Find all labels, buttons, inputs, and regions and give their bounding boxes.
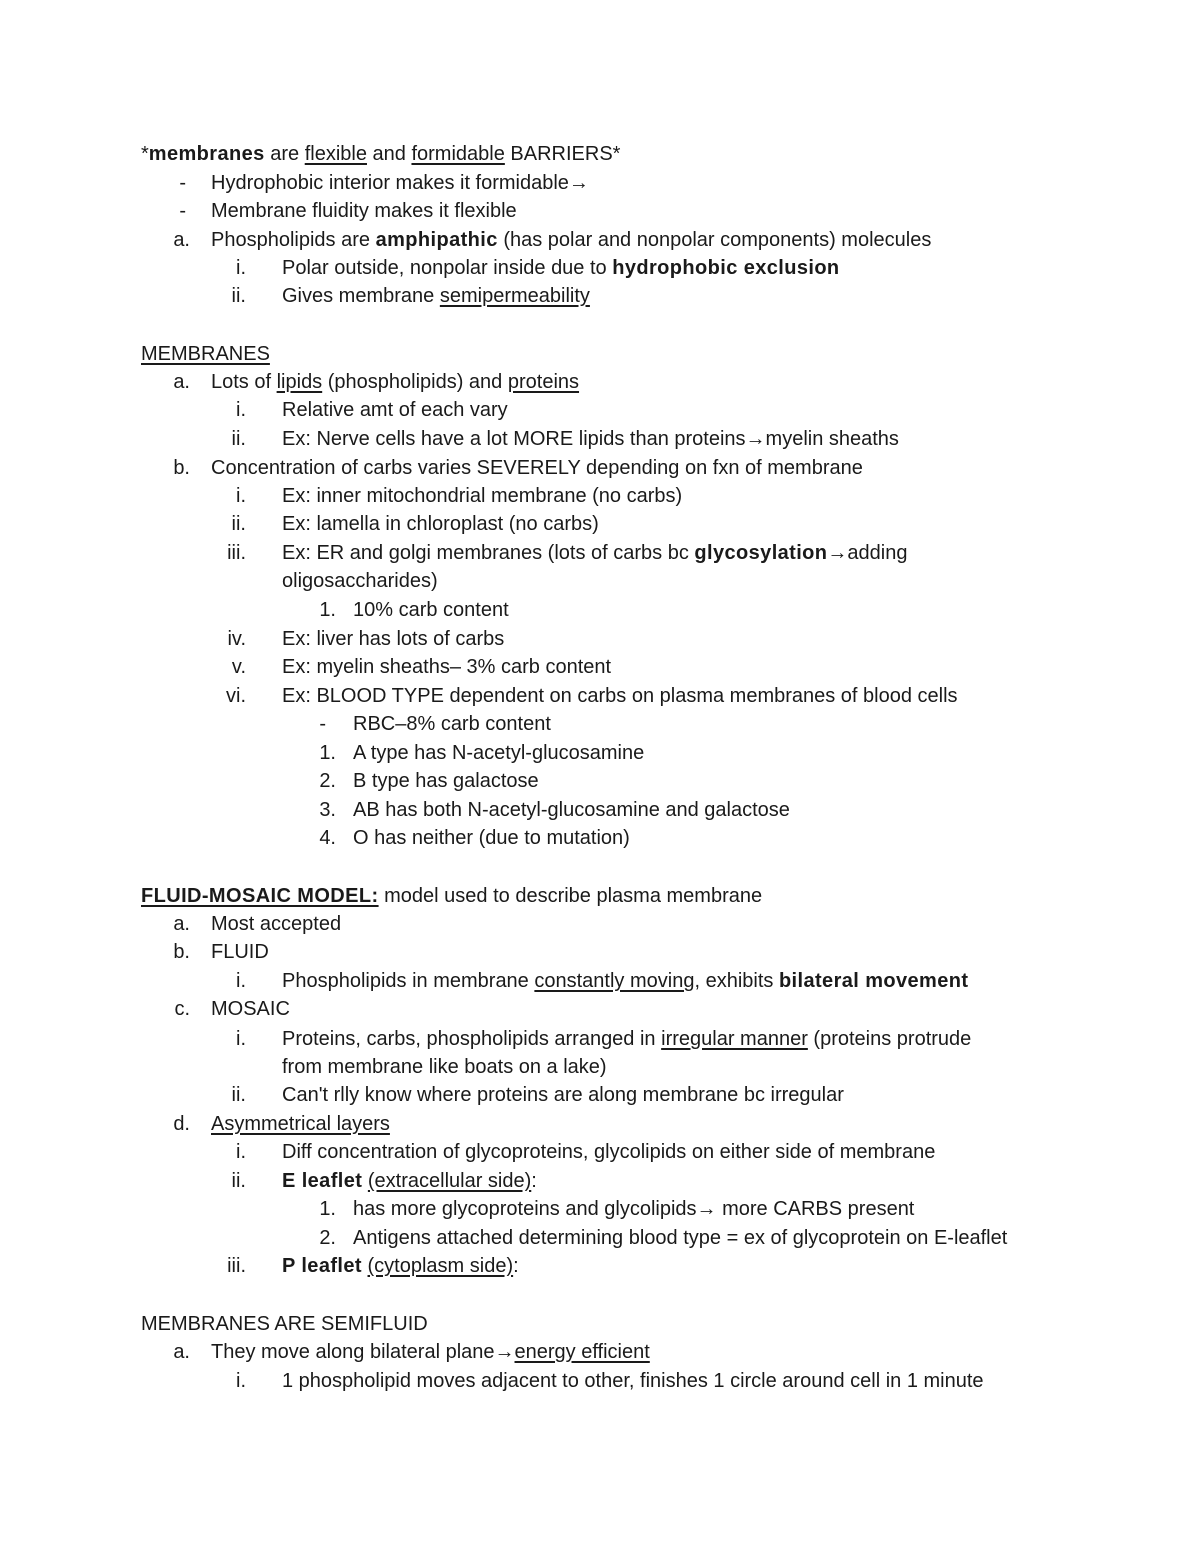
list-item-text: Ex: liver has lots of carbs xyxy=(282,628,505,650)
list-item-text: Membrane fluidity makes it flexible xyxy=(211,200,517,222)
list-item-text: Asymmetrical layers xyxy=(211,1113,390,1135)
underlined-term: energy efficient xyxy=(514,1341,650,1363)
section-heading-fluid-mosaic: FLUID-MOSAIC MODEL: model used to describe plasma membrane xyxy=(141,885,763,907)
list-item-text: Antigens attached determining blood type = ex of glycoprotein on E-leaflet xyxy=(353,1227,1008,1249)
list-item-text: Can't rlly know where proteins are along membrane bc irregular xyxy=(282,1084,844,1106)
list-marker: i. xyxy=(236,1141,246,1163)
list-marker: - xyxy=(179,200,186,222)
bold-underlined-heading: FLUID-MOSAIC MODEL: xyxy=(141,885,379,907)
section-heading-semifluid: MEMBRANES ARE SEMIFLUID xyxy=(141,1313,428,1335)
underlined-term: (cytoplasm side) xyxy=(367,1255,514,1277)
list-item-text: Ex: BLOOD TYPE dependent on carbs on plasma membranes of blood cells xyxy=(282,685,958,707)
underlined-term: irregular manner xyxy=(661,1028,808,1050)
list-marker: iv. xyxy=(227,628,246,650)
list-item-continuation: from membrane like boats on a lake) xyxy=(282,1056,607,1078)
list-marker: ii. xyxy=(231,1084,246,1106)
list-marker: a. xyxy=(173,913,190,935)
list-item-text: RBC–8% carb content xyxy=(353,713,551,735)
list-item-text: Diff concentration of glycoproteins, glycolipids on either side of membrane xyxy=(282,1141,936,1163)
list-item-text: Phospholipids are amphipathic (has polar and nonpolar components) molecules xyxy=(211,229,932,251)
list-marker: 1. xyxy=(319,742,336,764)
list-marker: vi. xyxy=(226,685,246,707)
underlined-term: lipids xyxy=(276,371,323,393)
list-marker: 2. xyxy=(319,1227,336,1249)
list-item-text: Relative amt of each vary xyxy=(282,399,508,421)
list-marker: 1. xyxy=(319,1198,336,1220)
list-marker: b. xyxy=(173,457,190,479)
list-marker: iii. xyxy=(227,542,246,564)
list-marker: 2. xyxy=(319,770,336,792)
heading-star: * xyxy=(141,143,149,165)
list-item-text: AB has both N-acetyl-glucosamine and galactose xyxy=(353,799,790,821)
list-item-text: Ex: inner mitochondrial membrane (no carbs) xyxy=(282,485,683,507)
list-item-text: 10% carb content xyxy=(353,599,509,621)
bold-term: bilateral movement xyxy=(778,970,969,992)
list-marker: 4. xyxy=(319,827,336,849)
list-marker: i. xyxy=(236,485,246,507)
underlined-term: semipermeability xyxy=(439,285,590,307)
list-marker: ii. xyxy=(231,513,246,535)
list-marker: 1. xyxy=(319,599,336,621)
heading-text: and xyxy=(366,143,412,165)
list-item-text: Ex: myelin sheaths– 3% carb content xyxy=(282,656,612,678)
bold-term: amphipathic xyxy=(375,229,498,251)
list-item-text: 1 phospholipid moves adjacent to other, finishes 1 circle around cell in 1 minute xyxy=(282,1370,984,1392)
list-marker: a. xyxy=(173,1341,190,1363)
list-marker: ii. xyxy=(231,428,246,450)
list-item-text: Most accepted xyxy=(211,913,342,935)
list-item-text: Phospholipids in membrane constantly moving, exhibits bilateral movement xyxy=(282,970,969,992)
list-item-continuation: oligosaccharides) xyxy=(282,570,438,592)
bold-term: E leaflet xyxy=(282,1170,363,1192)
list-item-text: Polar outside, nonpolar inside due to hydrophobic exclusion xyxy=(282,257,840,279)
list-marker: c. xyxy=(174,998,190,1020)
list-marker: - xyxy=(179,172,186,194)
list-marker: a. xyxy=(173,371,190,393)
list-marker: ii. xyxy=(231,285,246,307)
underlined-term: proteins xyxy=(507,371,580,393)
list-marker: ii. xyxy=(231,1170,246,1192)
list-marker: d. xyxy=(173,1113,190,1135)
list-marker: b. xyxy=(173,941,190,963)
list-marker: 3. xyxy=(319,799,336,821)
list-item-text: has more glycoproteins and glycolipids→ more CARBS present xyxy=(353,1198,915,1220)
list-item-text: A type has N-acetyl-glucosamine xyxy=(353,742,645,764)
list-marker: i. xyxy=(236,399,246,421)
heading-bold-word: membranes xyxy=(148,143,265,165)
list-item-text: Ex: Nerve cells have a lot MORE lipids than proteins→myelin sheaths xyxy=(282,428,899,450)
list-item-text: Lots of lipids (phospholipids) and proteins xyxy=(211,371,580,393)
list-marker: a. xyxy=(173,229,190,251)
underlined-term: constantly moving xyxy=(534,970,695,992)
list-item-text: Gives membrane semipermeability xyxy=(282,285,590,307)
bold-term: glycosylation xyxy=(694,542,828,564)
bold-term: P leaflet xyxy=(282,1255,362,1277)
bold-term: hydrophobic exclusion xyxy=(612,257,840,279)
list-item-text: B type has galactose xyxy=(353,770,539,792)
intro-heading xyxy=(141,142,620,166)
list-item-text: FLUID xyxy=(211,941,269,963)
heading-underlined-formidable: formidable xyxy=(411,143,505,165)
list-item-text: Ex: lamella in chloroplast (no carbs) xyxy=(282,513,599,535)
list-item-text: P leaflet (cytoplasm side): xyxy=(282,1255,519,1277)
list-marker: v. xyxy=(231,656,246,678)
list-item-text: Proteins, carbs, phospholipids arranged in irregular manner (proteins protrude xyxy=(282,1028,972,1050)
list-item-text: Ex: ER and golgi membranes (lots of carbs bc glycosylation→adding xyxy=(282,542,908,564)
list-marker: i. xyxy=(236,1370,246,1392)
list-marker: i. xyxy=(236,257,246,279)
list-marker: i. xyxy=(236,970,246,992)
list-item-text: O has neither (due to mutation) xyxy=(353,827,630,849)
heading-text: are xyxy=(264,143,305,165)
list-item-text: MOSAIC xyxy=(211,998,290,1020)
list-item-text: E leaflet (extracellular side): xyxy=(282,1170,537,1192)
list-item-text: They move along bilateral plane→energy efficient xyxy=(211,1341,650,1363)
heading-underlined-flexible: flexible xyxy=(304,143,367,165)
underlined-term: (extracellular side) xyxy=(367,1170,532,1192)
list-item-text: Concentration of carbs varies SEVERELY depending on fxn of membrane xyxy=(211,457,863,479)
list-marker: i. xyxy=(236,1028,246,1050)
list-item-text: Hydrophobic interior makes it formidable→ xyxy=(211,172,589,194)
heading-text: BARRIERS* xyxy=(504,143,621,165)
list-marker: - xyxy=(319,713,326,735)
list-marker: iii. xyxy=(227,1255,246,1277)
section-heading-membranes: MEMBRANES xyxy=(141,343,270,365)
